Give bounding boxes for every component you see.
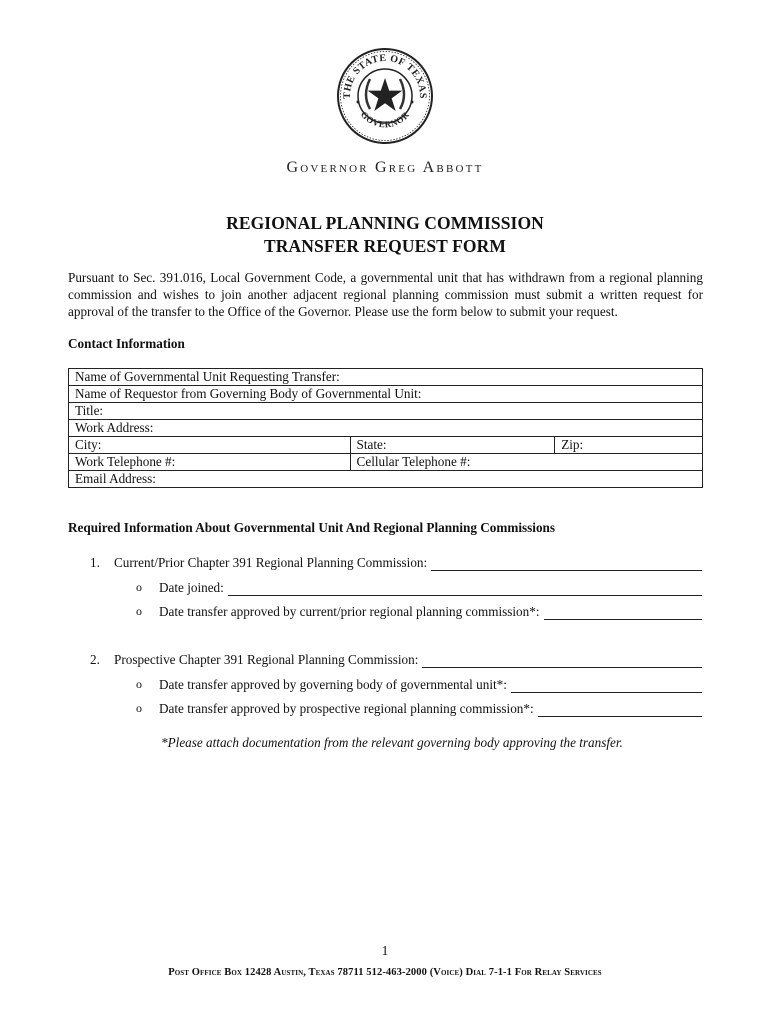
item-1a-label: Date joined: bbox=[159, 580, 224, 595]
unit-name-field[interactable]: Name of Governmental Unit Requesting Transfer: bbox=[69, 369, 703, 386]
date-joined-line[interactable] bbox=[228, 583, 702, 596]
page-number: 1 bbox=[381, 943, 389, 958]
table-row bbox=[69, 437, 703, 454]
contact-information-heading: Contact Information bbox=[68, 336, 185, 351]
email-address-field[interactable]: Email Address: bbox=[69, 471, 703, 488]
city-field[interactable]: City: bbox=[69, 437, 351, 454]
requestor-name-field[interactable]: Name of Requestor from Governing Body of Governmental Unit: bbox=[69, 386, 703, 403]
item-2-row bbox=[90, 651, 702, 668]
item-1b-label: Date transfer approved by current/prior regional planning commission*: bbox=[159, 604, 540, 619]
svg-text:GOVERNOR bbox=[359, 109, 411, 129]
item-2b-label: Date transfer approved by prospective regional planning commission*: bbox=[159, 701, 534, 716]
table-row bbox=[69, 386, 703, 403]
item-1-row bbox=[90, 554, 702, 571]
date-approved-prospective-commission-line[interactable] bbox=[538, 704, 702, 717]
table-row bbox=[69, 369, 703, 386]
attachment-note: *Please attach documentation from the relevant governing body approving the transfer. bbox=[161, 735, 623, 750]
table-row bbox=[69, 471, 703, 488]
title-field[interactable]: Title: bbox=[69, 403, 703, 420]
table-row bbox=[69, 403, 703, 420]
required-information-heading: Required Information About Governmental Unit And Regional Planning Commissions bbox=[68, 520, 556, 535]
governor-name-line: Governor Greg Abbott bbox=[286, 159, 484, 176]
item-1-number: 1. bbox=[90, 555, 100, 570]
prospective-commission-line[interactable] bbox=[422, 655, 702, 668]
item-2-label: Prospective Chapter 391 Regional Planning Commission: bbox=[114, 652, 419, 667]
table-row bbox=[69, 420, 703, 437]
seal-top-text: THE STATE OF TEXAS bbox=[341, 52, 429, 100]
footer-address: Post Office Box 12428 Austin, Texas 78711 512-463-2000 (Voice) Dial 7-1-1 For Relay Services bbox=[168, 967, 602, 978]
work-address-field[interactable]: Work Address: bbox=[69, 420, 703, 437]
bullet-icon: o bbox=[136, 701, 142, 715]
item-2b-row bbox=[136, 700, 702, 717]
seal-bottom-text: GOVERNOR bbox=[358, 109, 412, 130]
texas-governor-seal bbox=[336, 47, 434, 145]
bullet-icon: o bbox=[136, 580, 142, 594]
star-icon bbox=[368, 78, 403, 111]
item-1b-row bbox=[136, 603, 702, 620]
item-2a-row bbox=[136, 676, 702, 693]
item-1a-row bbox=[136, 579, 702, 596]
intro-paragraph: Pursuant to Sec. 391.016, Local Government Code, a governmental unit that has withdrawn from a regional planning commission and wishes to join another adjacent regional planning commission must submit a written request for approval of the transfer to the Office of the Governor. Please use the form below to submit your request. bbox=[68, 270, 703, 319]
state-field[interactable]: State: bbox=[350, 437, 555, 454]
item-2a-label: Date transfer approved by governing body of governmental unit*: bbox=[159, 677, 507, 692]
table-row bbox=[69, 454, 703, 471]
zip-field[interactable]: Zip: bbox=[555, 437, 703, 454]
current-prior-commission-line[interactable] bbox=[431, 558, 702, 571]
date-approved-governing-body-line[interactable] bbox=[511, 680, 702, 693]
form-title-line-1: REGIONAL PLANNING COMMISSION bbox=[226, 213, 544, 233]
work-telephone-field[interactable]: Work Telephone #: bbox=[69, 454, 351, 471]
date-approved-current-commission-line[interactable] bbox=[544, 607, 703, 620]
item-1-label: Current/Prior Chapter 391 Regional Planning Commission: bbox=[114, 555, 428, 570]
bullet-icon: o bbox=[136, 677, 142, 691]
contact-information-table bbox=[68, 368, 703, 488]
item-2-number: 2. bbox=[90, 652, 100, 667]
cellular-telephone-field[interactable]: Cellular Telephone #: bbox=[350, 454, 702, 471]
form-title-line-2: TRANSFER REQUEST FORM bbox=[264, 236, 506, 256]
bullet-icon: o bbox=[136, 604, 142, 618]
